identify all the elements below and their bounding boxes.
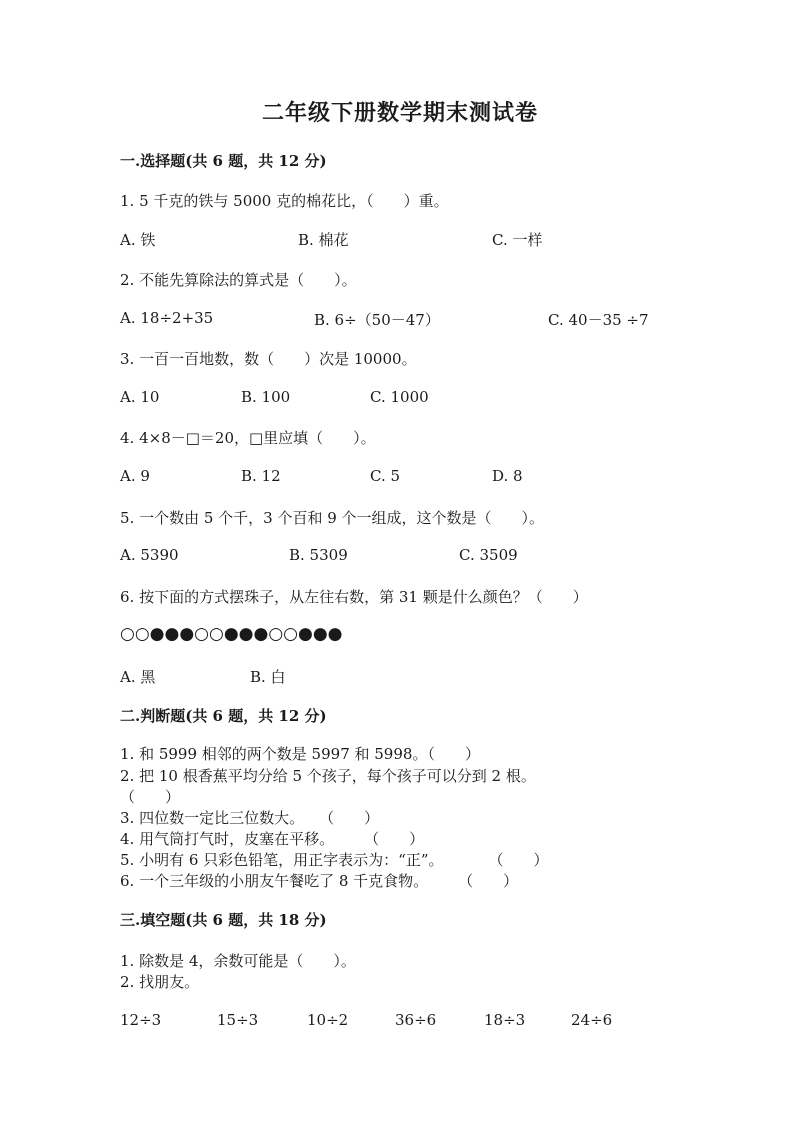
expression-6: 24÷6 — [571, 1011, 613, 1029]
option-1-6-b: B. 白 — [250, 668, 286, 686]
question-1-4: 4. 4×8－□＝20，□里应填（ ）。 — [120, 429, 376, 447]
option-1-6-a: A. 黑 — [120, 668, 156, 686]
option-1-5-b: B. 5309 — [289, 546, 348, 564]
option-1-4-d: D. 8 — [492, 467, 523, 485]
question-1-6: 6. 按下面的方式摆珠子，从左往右数，第 31 颗是什么颜色？（ ） — [120, 588, 588, 606]
expression-5: 18÷3 — [484, 1011, 526, 1029]
option-1-5-a: A. 5390 — [120, 546, 179, 564]
question-1-5: 5. 一个数由 5 个千，3 个百和 9 个一组成，这个数是（ ）。 — [120, 509, 545, 527]
option-1-4-c: C. 5 — [370, 467, 401, 485]
expression-4: 36÷6 — [395, 1011, 437, 1029]
option-1-2-c: C. 40－35 ÷7 — [548, 311, 649, 329]
expression-1: 12÷3 — [120, 1011, 162, 1029]
question-1-1: 1. 5 千克的铁与 5000 克的棉花比，（ ）重。 — [120, 192, 449, 210]
question-1-3: 3. 一百一百地数，数（ ）次是 10000。 — [120, 350, 417, 368]
option-1-2-a: A. 18÷2+35 — [120, 309, 214, 327]
option-1-1-a: A. 铁 — [120, 231, 156, 249]
judgement-4: 4. 用气筒打气时，皮塞在平移。 （ ） — [120, 830, 425, 848]
judgement-5: 5. 小明有 6 只彩色铅笔，用正字表示为：“正”。 （ ） — [120, 851, 549, 869]
fill-in-2: 2. 找朋友。 — [120, 973, 200, 991]
judgement-3: 3. 四位数一定比三位数大。 （ ） — [120, 809, 380, 827]
judgement-2-continued: （ ） — [120, 788, 181, 806]
judgement-6: 6. 一个三年级的小朋友午餐吃了 8 千克食物。 （ ） — [120, 872, 519, 890]
option-1-1-c: C. 一样 — [492, 231, 543, 249]
option-1-2-b: B. 6÷（50－47） — [314, 311, 440, 329]
option-1-4-b: B. 12 — [241, 467, 281, 485]
question-1-2: 2. 不能先算除法的算式是（ ）。 — [120, 271, 357, 289]
section-heading-choice: 一.选择题(共 6 题，共 12 分) — [120, 152, 327, 170]
bead-sequence: ○○●●●○○●●●○○●●● — [120, 624, 343, 644]
option-1-3-b: B. 100 — [241, 388, 291, 406]
fill-in-1: 1. 除数是 4，余数可能是（ ）。 — [120, 952, 356, 970]
option-1-5-c: C. 3509 — [459, 546, 518, 564]
expression-3: 10÷2 — [307, 1011, 349, 1029]
option-1-3-c: C. 1000 — [370, 388, 429, 406]
page-title: 二年级下册数学期末测试卷 — [261, 100, 538, 126]
option-1-4-a: A. 9 — [120, 467, 150, 485]
expression-2: 15÷3 — [217, 1011, 259, 1029]
section-heading-judgement: 二.判断题(共 6 题，共 12 分) — [120, 707, 327, 725]
section-heading-fill-in: 三.填空题(共 6 题，共 18 分) — [120, 911, 327, 929]
option-1-1-b: B. 棉花 — [298, 231, 349, 249]
option-1-3-a: A. 10 — [120, 388, 160, 406]
judgement-1: 1. 和 5999 相邻的两个数是 5997 和 5998。（ ） — [120, 745, 480, 763]
judgement-2: 2. 把 10 根香蕉平均分给 5 个孩子，每个孩子可以分到 2 根。 — [120, 767, 536, 785]
